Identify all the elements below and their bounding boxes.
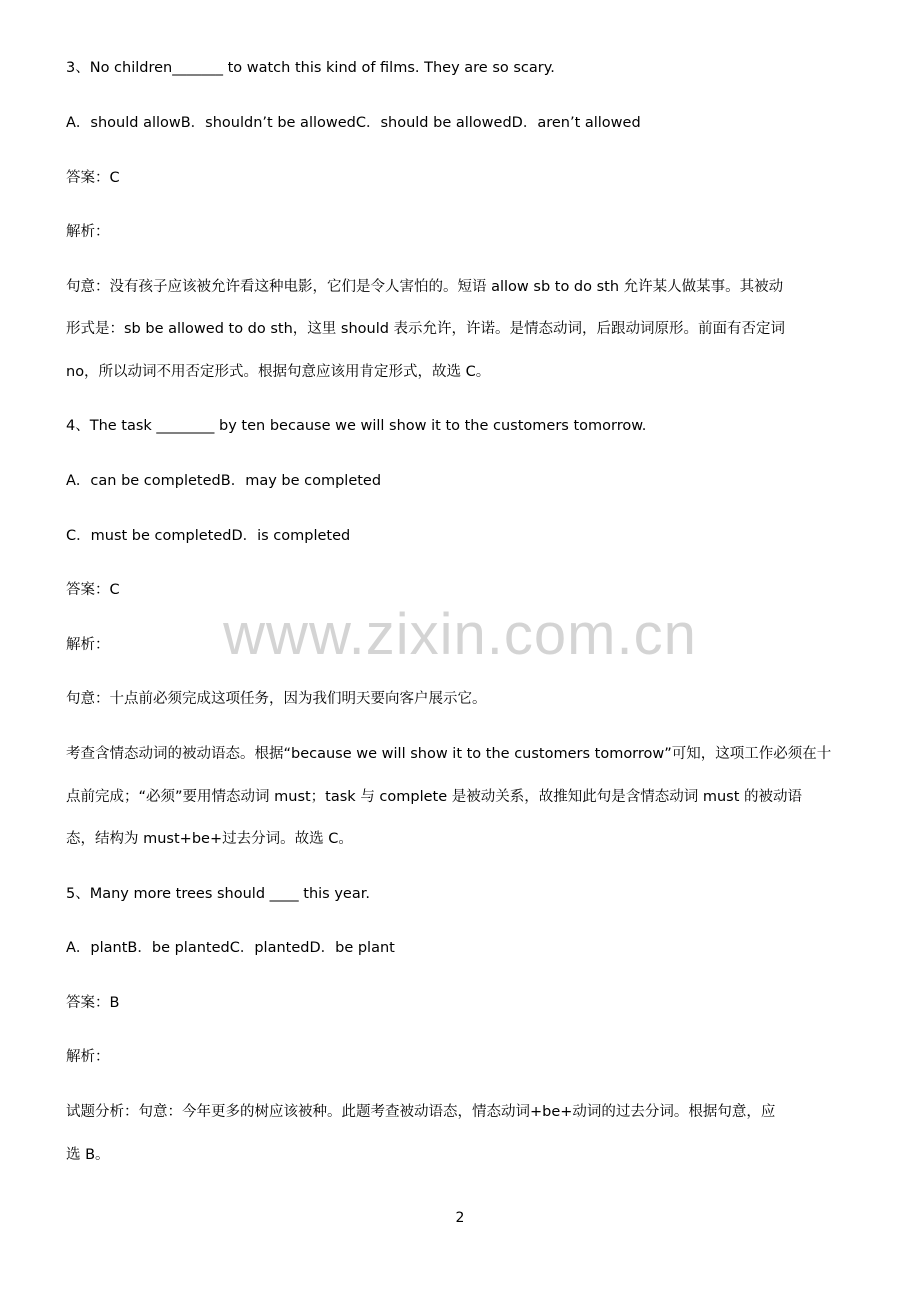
question-4-answer: 答案：C <box>66 582 120 598</box>
question-5-analysis-line: 选 B。 <box>66 1147 110 1163</box>
watermark: www.zixin.com.cn <box>223 602 697 667</box>
question-3-answer: 答案：C <box>66 170 120 186</box>
question-4-options: A．can be completedB．may be completed <box>66 473 382 489</box>
question-5-answer: 答案：B <box>66 995 120 1011</box>
page-number: 2 <box>455 1210 465 1226</box>
question-4-analysis-line: 态，结构为 must+be+过去分词。故选 C。 <box>66 831 353 847</box>
question-3-stem: 3、No children_______ to watch this kind of films. They are so scary. <box>66 60 555 76</box>
question-4-options: C．must be completedD．is completed <box>66 528 351 544</box>
question-3-analysis-line: 句意：没有孩子应该被允许看这种电影，它们是令人害怕的。短语 allow sb to do sth 允许某人做某事。其被动 <box>66 279 784 295</box>
question-5-analysis-label: 解析： <box>66 1049 110 1065</box>
question-3-analysis-line: 形式是：sb be allowed to do sth，这里 should 表示允许，许诺。是情态动词，后跟动词原形。前面有否定词 <box>66 321 786 337</box>
question-3-options: A．should allowB．shouldn’t be allowedC．should be allowedD．aren’t allowed <box>66 115 641 131</box>
question-4-analysis-line: 点前完成；“必须”要用情态动词 must；task 与 complete 是被动关系，故推知此句是含情态动词 must 的被动语 <box>66 789 803 805</box>
question-5-analysis-line: 试题分析：句意：今年更多的树应该被种。此题考查被动语态，情态动词+be+动词的过去分词。根据句意，应 <box>66 1104 776 1120</box>
question-5-stem: 5、Many more trees should ____ this year. <box>66 886 370 902</box>
question-4-stem: 4、The task ________ by ten because we will show it to the customers tomorrow. <box>66 418 647 434</box>
question-4-analysis-label: 解析： <box>66 637 110 653</box>
question-3-analysis-line: no，所以动词不用否定形式。根据句意应该用肯定形式，故选 C。 <box>66 364 491 380</box>
question-4-analysis-line: 考查含情态动词的被动语态。根据“because we will show it to the customers tomorrow”可知，这项工作必须在十 <box>66 746 832 762</box>
question-4-analysis-line: 句意：十点前必须完成这项任务，因为我们明天要向客户展示它。 <box>66 691 487 707</box>
question-5-options: A．plantB．be plantedC．plantedD．be plant <box>66 940 395 956</box>
question-3-analysis-label: 解析： <box>66 224 110 240</box>
